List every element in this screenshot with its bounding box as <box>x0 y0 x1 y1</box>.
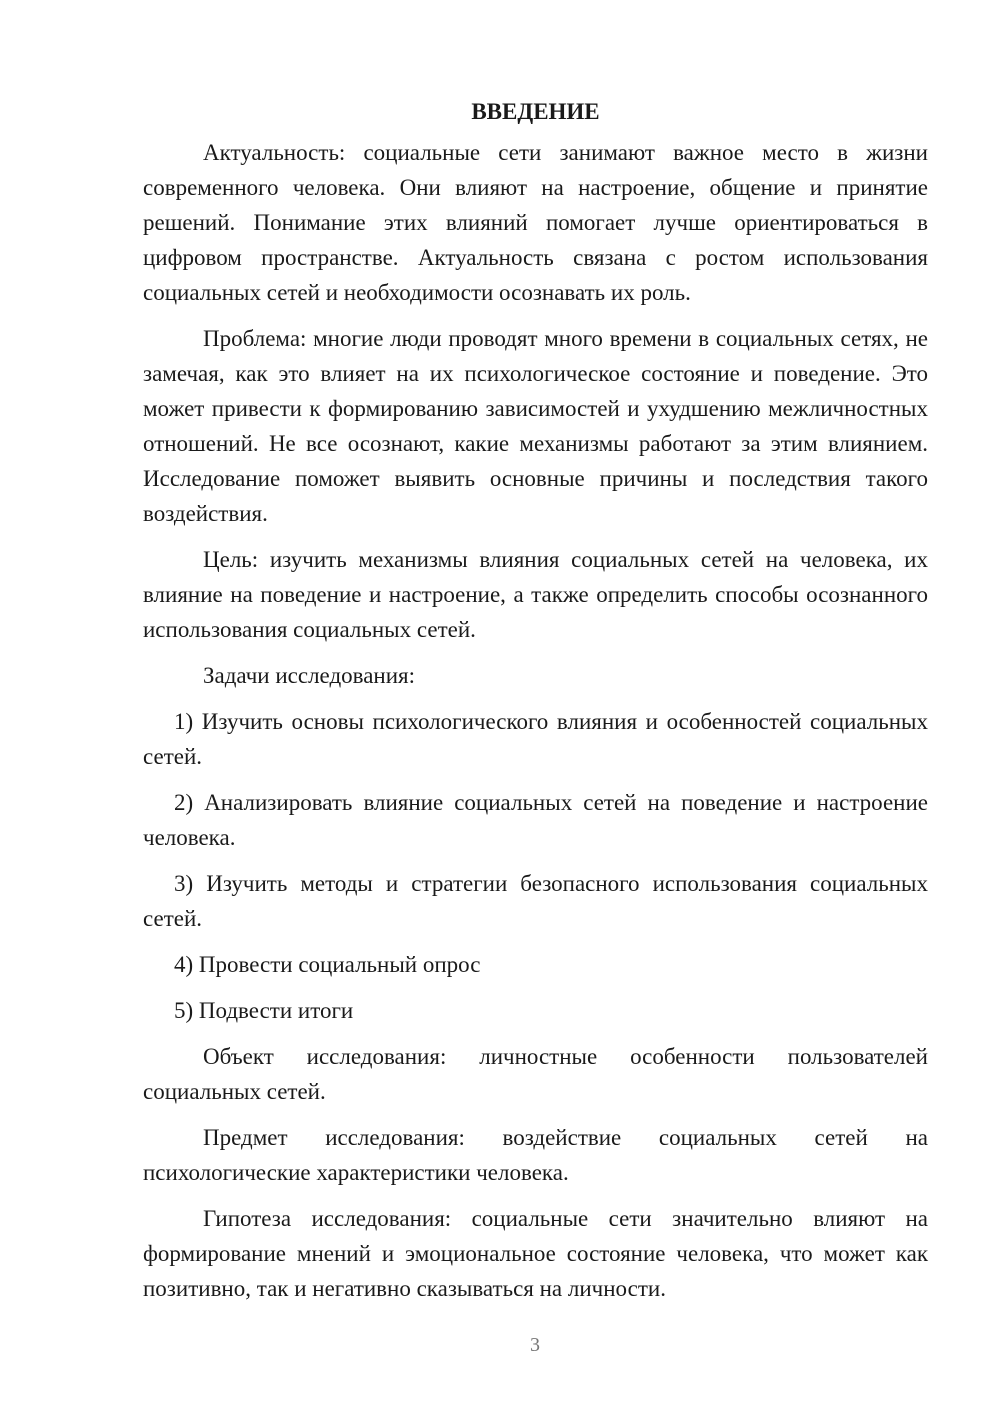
paragraph-goal: Цель: изучить механизмы влияния социальных сетей на человека, их влияние на поведение и настроение, а также определить способы осознанного использования социальных сетей. <box>143 547 928 642</box>
paragraph-hypothesis: Гипотеза исследования: социальные сети значительно влияют на формирование мнений и эмоциональное состояние человека, что может как позитивно, так и негативно сказываться на личности. <box>143 1206 928 1301</box>
task-item-2: 2) Анализировать влияние социальных сетей на поведение и настроение человека. <box>143 790 928 850</box>
paragraph-object: Объект исследования: личностные особенности пользователей социальных сетей. <box>143 1044 928 1104</box>
paragraph-subject: Предмет исследования: воздействие социальных сетей на психологические характеристики человека. <box>143 1125 928 1185</box>
section-title: ВВЕДЕНИЕ <box>471 99 600 124</box>
task-item-5: 5) Подвести итоги <box>174 998 354 1023</box>
task-item-4: 4) Провести социальный опрос <box>174 952 481 977</box>
paragraph-problem: Проблема: многие люди проводят много времени в социальных сетях, не замечая, как это влияет на их психологическое состояние и поведение. Это может привести к формированию зависимостей и ухудшению межличностных отношений. Не все осознают, какие механизмы работают за этим влиянием. Исследование поможет выявить основные причины и последствия такого воздействия. <box>143 326 928 526</box>
page-number: 3 <box>530 1334 540 1356</box>
document-body <box>143 95 928 1317</box>
paragraph-relevance: Актуальность: социальные сети занимают важное место в жизни современного человека. Они влияют на настроение, общение и принятие решений. Понимание этих влияний помогает лучше ориентироваться в цифровом пространстве. Актуальность связана с ростом использования социальных сетей и необходимости осознавать их роль. <box>143 140 928 305</box>
paragraph-tasks-heading: Задачи исследования: <box>203 663 416 688</box>
task-item-1: 1) Изучить основы психологического влияния и особенностей социальных сетей. <box>143 709 928 769</box>
task-item-3: 3) Изучить методы и стратегии безопасного использования социальных сетей. <box>143 871 928 931</box>
